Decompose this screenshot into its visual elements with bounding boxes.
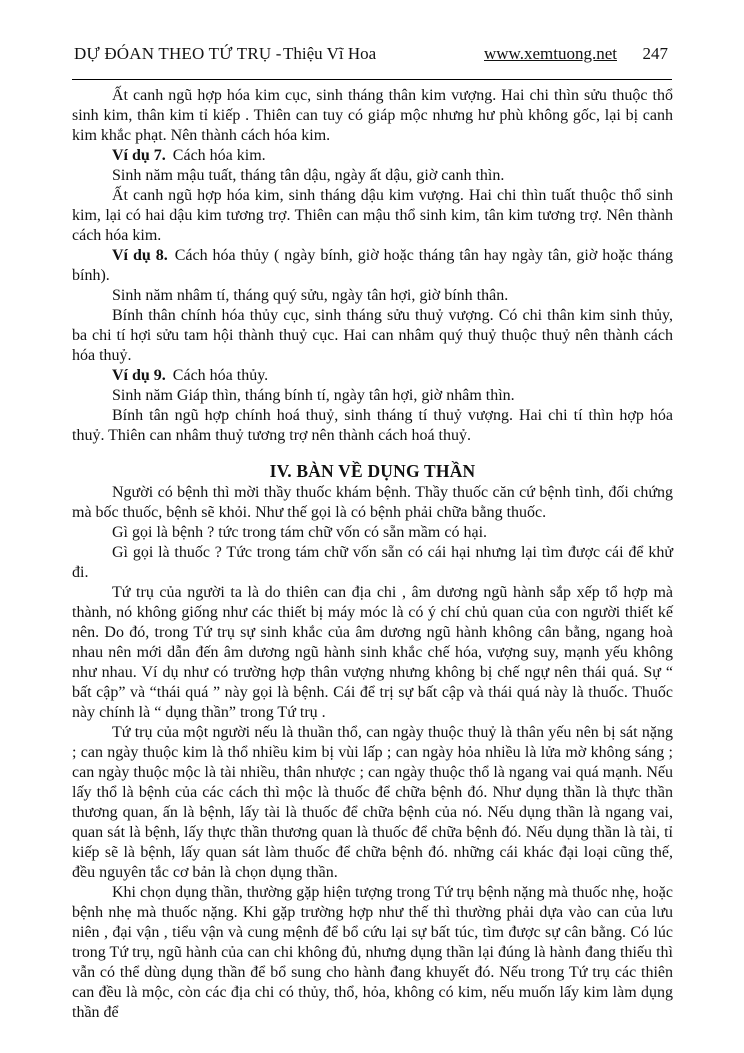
page-content [72, 86, 673, 1023]
paragraph: Gì gọi là thuốc ? Tức trong tám chữ vốn sẵn có cái hại nhưng lại tìm được cái để khử đi. [72, 544, 673, 581]
section-heading: IV. BÀN VỀ DỤNG THẦN [269, 461, 476, 481]
paragraph: Sinh năm nhâm tí, tháng quý sửu, ngày tân hợi, giờ bính thân. [112, 287, 509, 304]
paragraph: Tứ trụ của người ta là do thiên can địa chi , âm dương ngũ hành sắp xếp tổ hợp mà thành, nó không giống như các thiết bị máy móc là có ý chí chủ quan của con người thiết kế nên. Do đó, trong Tứ trụ sự sinh khắc của âm dương ngũ hành không cân bằng, ngang hoà nhau nên mới dẫn đến âm dương ngũ hành sinh khắc chế hóa, vượng suy, mạnh yếu không như nhau. Ví dụ như có trường hợp thân vượng nhưng không bị chế ngự nên thái quá. Sự “ bất cập” và “thái quá ” này gọi là bệnh. Cái để trị sự bất cập và thái quá này là thuốc. Thuốc này chính là “ dụng thần” trong Tứ trụ . [72, 584, 673, 721]
paragraph: Tứ trụ của một người nếu là thuần thổ, can ngày thuộc thuỷ là thân yếu nên bị sát nặng ; can ngày thuộc kim là thổ nhiều kim bị vùi lấp ; can ngày hỏa nhiều là lửa mờ không sáng ; can ngày thuộc mộc là tài nhiều, thân nhược ; can ngày thuộc thổ là ngang vai quá mạnh. Nếu lấy thổ là bệnh của các cách thì mộc là thuốc để chữa bệnh đó. Như dụng thần là thực thần thương quan, ấn là bệnh, lấy tài là thuốc để chữa bệnh của nó. Nếu dụng thần là ngang vai, quan sát là bệnh, lấy thực thần thương quan là thuốc để chữa bệnh đó. Nếu dụng thần là tài, tỉ kiếp sẽ là bệnh, lấy quan sát làm thuốc để chữa bệnh đó. những cái khác đại loại cũng thế, đều nguyên tắc cơ bản là chọn dụng thần. [72, 724, 673, 881]
page-number: 247 [642, 44, 668, 63]
paragraph: Người có bệnh thì mời thầy thuốc khám bệnh. Thầy thuốc căn cứ bệnh tình, đối chứng mà bốc thuốc, bệnh sẽ khỏi. Như thế gọi là có bệnh phải chữa bằng thuốc. [72, 484, 673, 521]
section-examples [72, 86, 673, 446]
section-dung-than [72, 483, 673, 1023]
author-name: Thiệu Vĩ Hoa [283, 44, 377, 63]
paragraph-lead: Ví dụ 9. [112, 367, 166, 384]
paragraph: Sinh năm mậu tuất, tháng tân dậu, ngày ất dậu, giờ canh thìn. [112, 167, 505, 184]
paragraph: Bính thân chính hóa thủy cục, sinh tháng sửu thuỷ vượng. Có chi thân kim sinh thủy, ba chi tí hợi sửu tam hội thành thuỷ cục. Hai can nhâm quý thuỷ thuộc thuỷ nên thành cách hóa thuỷ. [72, 307, 673, 364]
paragraph: Bính tân ngũ hợp chính hoá thuỷ, sinh tháng tí thuỷ vượng. Hai chi tí thìn hợp hóa thuỷ. Thiên can nhâm thuỷ tương trợ nên thành cách hoá thuỷ. [72, 407, 673, 444]
paragraph: Ất canh ngũ hợp hóa kim, sinh tháng dậu kim vượng. Hai chi thìn tuất thuộc thổ sinh kim, lại có hai dậu kim tương trợ. Thiên can mậu thổ sinh kim, tân kim tương trợ. Nên thành cách hóa kim. [72, 187, 673, 244]
paragraph: Ví dụ 7. Cách hóa kim. [112, 147, 266, 164]
book-title: DỰ ĐÓAN THEO TỨ TRỤ - [74, 44, 282, 63]
paragraph-lead: Ví dụ 7. [112, 147, 166, 164]
page-header [72, 44, 672, 66]
paragraph: Ất canh ngũ hợp hóa kim cục, sinh tháng thân kim vượng. Hai chi thìn sửu thuộc thổ sinh kim, thân kim tỉ kiếp . Thiên can tuy có giáp mộc nhưng hư phù không gốc, lại bị canh kim khắc phạt. Nên thành cách hóa kim. [72, 87, 673, 144]
paragraph: Sinh năm Giáp thìn, tháng bính tí, ngày tân hợi, giờ nhâm thìn. [112, 387, 515, 404]
paragraph: Gì gọi là bệnh ? tức trong tám chữ vốn có sẵn mầm có hại. [112, 524, 488, 541]
header-divider [72, 79, 672, 80]
website-link: www.xemtuong.net [484, 44, 617, 63]
paragraph-lead: Ví dụ 8. [112, 247, 168, 264]
paragraph: Khi chọn dụng thần, thường gặp hiện tượng trong Tứ trụ bệnh nặng mà thuốc nhẹ, hoặc bệnh nhẹ mà thuốc nặng. Khi gặp trường hợp như thế thì thường phải dựa vào can của lưu niên , đại vận , tiểu vận và cung mệnh để bổ cứu lại sự bất túc, tìm được sự cân bằng. Có lúc trong Tứ trụ, ngũ hành của can chi không đủ, nhưng dụng thần lại đúng là hành đang thiếu thì vẫn có thể dùng dụng thần để bổ sung cho hành đang khuyết đó. Nếu trong Tứ trụ các thiên can đều là mộc, còn các địa chi có thủy, thổ, hỏa, không có kim, nếu muốn lấy kim làm dụng thần để [72, 884, 673, 1021]
paragraph: Ví dụ 9. Cách hóa thủy. [112, 367, 269, 384]
paragraph: Ví dụ 8. Cách hóa thủy ( ngày bính, giờ hoặc tháng tân hay ngày tân, giờ hoặc tháng bính). [72, 247, 674, 284]
